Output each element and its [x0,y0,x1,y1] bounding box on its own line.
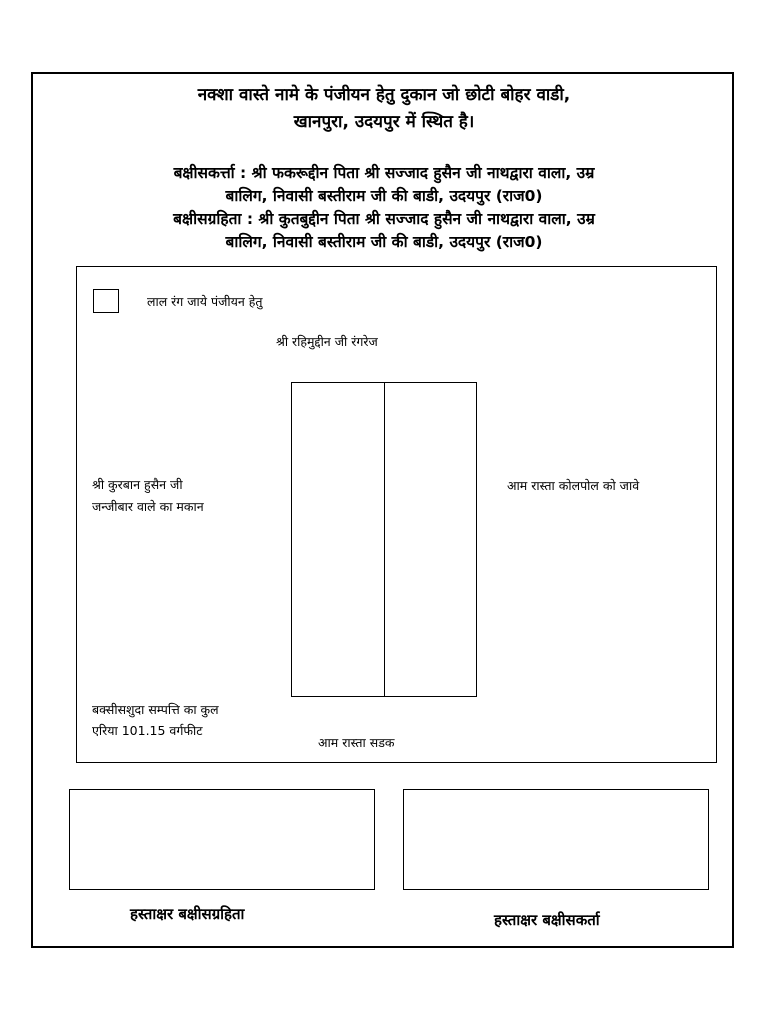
south-boundary-label: आम रास्ता सडक [318,735,395,750]
title-line-2: खानपुरा, उदयपुर में स्थित है। [293,112,475,132]
donor-line-1: बक्षीसकर्त्ता : श्री फकरूद्दीन पिता श्री सज्जाद हुसैन जी नाथद्वारा वाला, उम्र [173,164,595,182]
title-line-1: नक्शा वास्ते नामे के पंजीयन हेतु दुकान जो छोटी बोहर वाडी, [197,85,571,105]
document-title [0,82,768,136]
legend-swatch [93,289,119,313]
west-boundary-label-1: श्री कुरबान हुसैन जी [92,477,183,492]
recipient-line-1: बक्षीसग्रहिता : श्री कुतबुद्दीन पिता श्री सज्जाद हुसैन जी नाथद्वारा वाला, उम्र [173,210,595,228]
donor-signature-box[interactable] [403,789,709,890]
legend-label: लाल रंग जाये पंजीयन हेतु [147,294,263,309]
parties-block [0,162,768,254]
donor-signature-label: हस्ताक्षर बक्षीसकर्ता [494,911,600,929]
plot-divider-line [384,382,385,697]
east-boundary-label: आम रास्ता कोलपोल को जावे [507,478,640,493]
area-label-2: एरिया 101.15 वर्गफीट [92,723,203,738]
recipient-line-2: बालिग, निवासी बस्तीराम जी की बाडी, उदयपुर (राज0) [225,233,543,251]
recipient-signature-label: हस्ताक्षर बक्षीसग्रहिता [130,905,245,923]
west-boundary-label-2: जन्जीबार वाले का मकान [92,499,204,514]
north-boundary-label: श्री रहिमुद्दीन जी रंगरेज [276,334,378,349]
recipient-signature-box[interactable] [69,789,375,890]
donor-line-2: बालिग, निवासी बस्तीराम जी की बाडी, उदयपुर (राज0) [225,187,543,205]
area-label-1: बक्सीसशुदा सम्पत्ति का कुल [92,702,219,717]
